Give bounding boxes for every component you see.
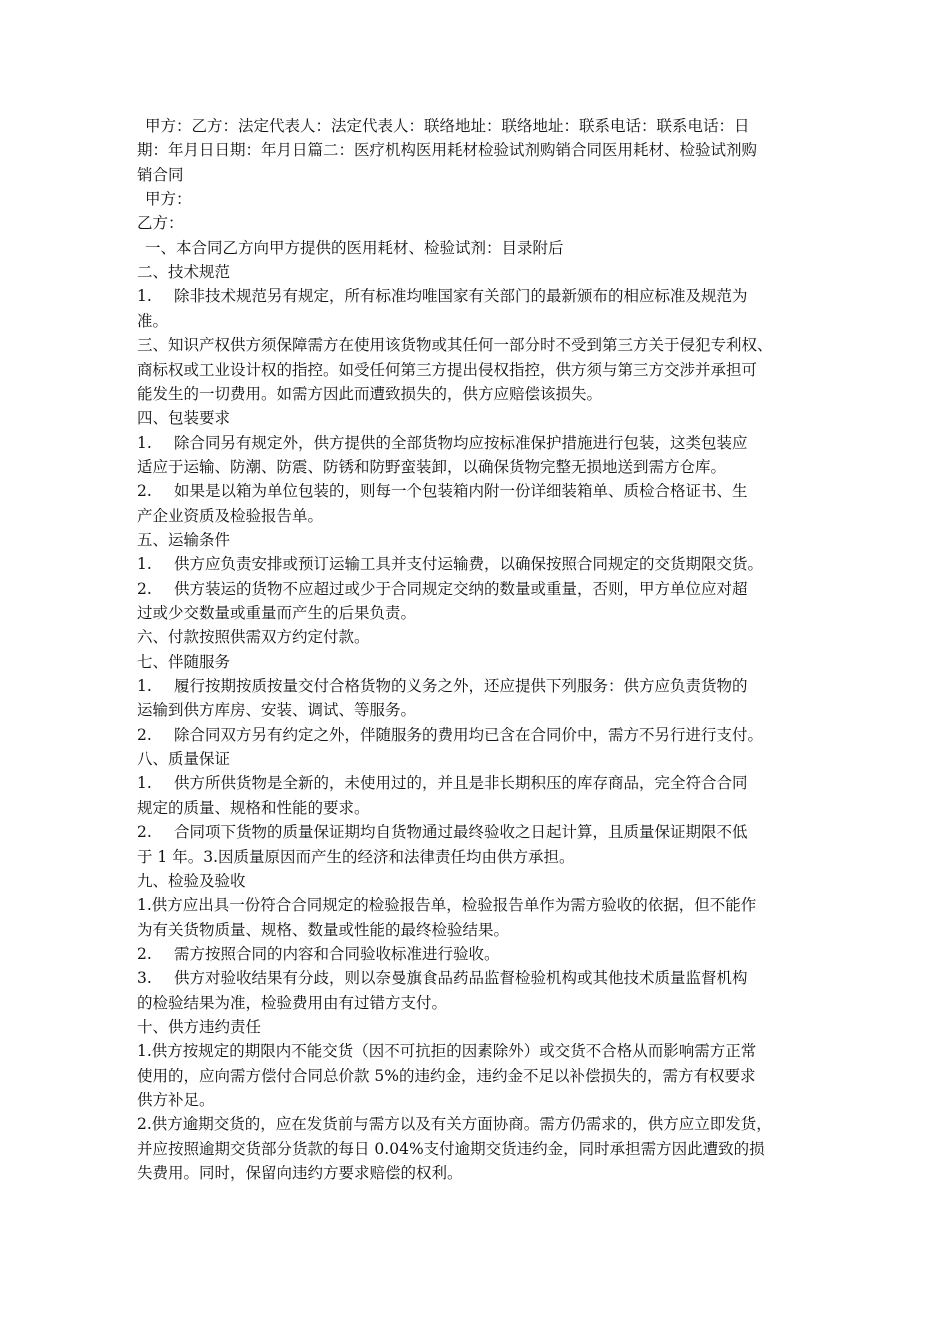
text-line: [137, 504, 927, 528]
text-line: [137, 601, 927, 625]
line-text: 能发生的一切费用。如需方因此而遭致损失的，供方应赔偿该损失。: [137, 385, 603, 403]
line-text: 甲方：乙方：法定代表人：法定代表人：联络地址：联络地址：联系电话：联系电话：日: [145, 117, 750, 135]
text-line: [137, 528, 927, 552]
line-text: 1.供方按规定的期限内不能交货（因不可抗拒的因素除外）或交货不合格从而影响需方正常: [137, 1042, 757, 1060]
text-line: [137, 163, 927, 187]
text-line: [137, 771, 927, 795]
line-text: 规定的质量、规格和性能的要求。: [137, 799, 370, 817]
line-text: 八、质量保证: [137, 750, 231, 768]
line-text: 合同项下货物的质量保证期均自货物通过最终验收之日起计算，且质量保证期限不低: [174, 823, 748, 841]
text-line: [137, 358, 927, 382]
line-text: 需方按照合同的内容和合同验收标准进行验收。: [174, 945, 500, 963]
line-text: 期：年月日日期：年月日篇二：医疗机构医用耗材检验试剂购销合同医用耗材、检验试剂购: [137, 141, 758, 159]
text-line: [137, 698, 927, 722]
text-line: [137, 942, 927, 966]
item-number: 1.: [137, 287, 152, 305]
text-line: [137, 723, 927, 747]
line-text: 除合同另有规定外，供方提供的全部货物均应按标准保护措施进行包装，这类包装应: [174, 434, 748, 452]
text-line: [137, 333, 927, 357]
line-text: 1.供方应出具一份符合合同规定的检验报告单，检验报告单作为需方验收的依据，但不能作: [137, 896, 757, 914]
item-number: 1.: [137, 677, 152, 695]
text-line: [137, 1137, 927, 1161]
item-number: 1.: [137, 774, 152, 792]
line-text: 2.供方逾期交货的，应在发货前与需方以及有关方面协商。需方仍需求的，供方应立即发货，: [137, 1115, 772, 1133]
text-line: [137, 431, 927, 455]
text-line: [137, 1112, 927, 1136]
line-text: 七、伴随服务: [137, 653, 231, 671]
line-text: 适应于运输、防潮、防震、防锈和防野蛮装卸，以确保货物完整无损地送到需方仓库。: [137, 458, 727, 476]
text-line: [137, 893, 927, 917]
item-number: 3.: [137, 969, 152, 987]
text-line: [137, 1015, 927, 1039]
text-line: [137, 260, 927, 284]
text-line: [137, 1039, 927, 1063]
item-number: 2.: [137, 823, 152, 841]
line-text: 的检验结果为准，检验费用由有过错方支付。: [137, 994, 448, 1012]
item-number: 2.: [137, 945, 152, 963]
line-text: 二、技术规范: [137, 263, 231, 281]
text-line: [137, 991, 927, 1015]
item-number: 2.: [137, 580, 152, 598]
line-text: 除非技术规范另有规定，所有标准均唯国家有关部门的最新颁布的相应标准及规范为: [174, 287, 748, 305]
line-text: 履行按期按质按量交付合格货物的义务之外，还应提供下列服务：供方应负责货物的: [174, 677, 748, 695]
line-text: 五、运输条件: [137, 531, 231, 549]
line-text: 供方装运的货物不应超过或少于合同规定交纳的数量或重量，否则，甲方单位应对超: [174, 580, 748, 598]
text-line: [137, 820, 927, 844]
line-text: 六、付款按照供需双方约定付款。: [137, 628, 370, 646]
line-text: 除合同双方另有约定之外，伴随服务的费用均已含在合同价中，需方不另行进行支付。: [174, 726, 764, 744]
line-text: 如果是以箱为单位包装的，则每一个包装箱内附一份详细装箱单、质检合格证书、生: [174, 482, 748, 500]
text-line: [137, 577, 927, 601]
text-line: [137, 869, 927, 893]
line-text: 产企业资质及检验报告单。: [137, 507, 324, 525]
text-line: [137, 625, 927, 649]
text-line: [137, 1088, 927, 1112]
text-line: [137, 211, 927, 235]
text-line: [145, 187, 935, 211]
line-text: 并应按照逾期交货部分货款的每日 0.04%支付逾期交货违约金，同时承担需方因此遭致的损: [137, 1140, 765, 1158]
line-text: 商标权或工业设计权的指控。如受任何第三方提出侵权指控，供方须与第三方交涉并承担可: [137, 361, 758, 379]
item-number: 1.: [137, 555, 152, 573]
line-text: 四、包装要求: [137, 409, 231, 427]
text-line: [137, 845, 927, 869]
item-number: 1.: [137, 434, 152, 452]
line-text: 于 1 年。3.因质量原因而产生的经济和法律责任均由供方承担。: [137, 848, 575, 866]
line-text: 九、检验及验收: [137, 872, 246, 890]
text-line: [145, 114, 935, 138]
text-line: [137, 796, 927, 820]
text-line: [137, 747, 927, 771]
line-text: 过或少交数量或重量而产生的后果负责。: [137, 604, 417, 622]
text-line: [137, 966, 927, 990]
line-text: 三、知识产权供方须保障需方在使用该货物或其任何一部分时不受到第三方关于侵犯专利权、: [137, 336, 773, 354]
text-line: [137, 138, 927, 162]
text-line: [137, 309, 927, 333]
text-line: [137, 1161, 927, 1185]
line-text: 十、供方违约责任: [137, 1018, 262, 1036]
line-text: 失费用。同时，保留向违约方要求赔偿的权利。: [137, 1164, 463, 1182]
text-line: [137, 1064, 927, 1088]
text-line: [137, 918, 927, 942]
line-text: 准。: [137, 312, 169, 330]
line-text: 使用的，应向需方偿付合同总价款 5%的违约金，违约金不足以补偿损失的，需方有权要求: [137, 1067, 756, 1085]
text-line: [137, 479, 927, 503]
line-text: 供方所供货物是全新的，未使用过的，并且是非长期积压的库存商品，完全符合合同: [174, 774, 748, 792]
text-line: [137, 406, 927, 430]
line-text: 供方补足。: [137, 1091, 215, 1109]
text-line: [137, 674, 927, 698]
text-line: [137, 382, 927, 406]
line-text: 供方应负责安排或预订运输工具并支付运输费，以确保按照合同规定的交货期限交货。: [174, 555, 764, 573]
line-text: 甲方：: [145, 190, 192, 208]
line-text: 销合同: [137, 166, 184, 184]
text-line: [137, 284, 927, 308]
line-text: 运输到供方库房、安装、调试、等服务。: [137, 701, 417, 719]
line-text: 乙方：: [137, 214, 184, 232]
text-line: [137, 552, 927, 576]
text-line: [137, 455, 927, 479]
line-text: 为有关货物质量、规格、数量或性能的最终检验结果。: [137, 921, 510, 939]
line-text: 供方对验收结果有分歧，则以奈曼旗食品药品监督检验机构或其他技术质量监督机构: [174, 969, 748, 987]
line-text: 一、本合同乙方向甲方提供的医用耗材、检验试剂：目录附后: [145, 239, 564, 257]
text-line: [145, 236, 935, 260]
item-number: 2.: [137, 482, 152, 500]
text-line: [137, 650, 927, 674]
item-number: 2.: [137, 726, 152, 744]
